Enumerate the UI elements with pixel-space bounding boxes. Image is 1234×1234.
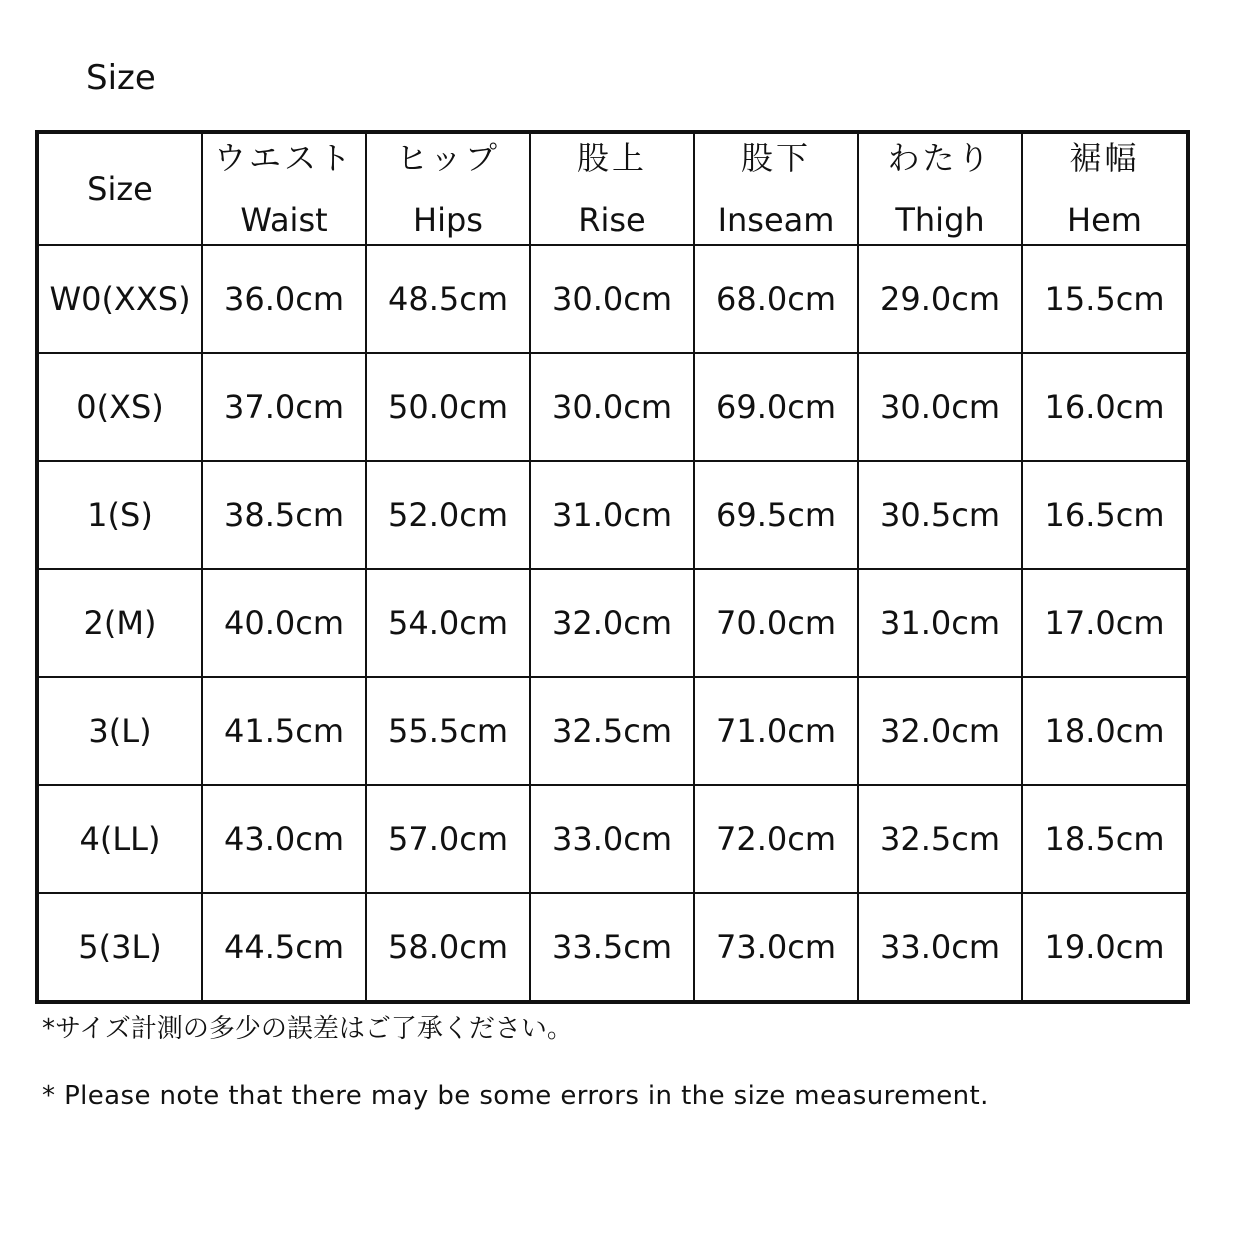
hips-cell: 48.5cm [366, 245, 530, 353]
size-cell: 5(3L) [37, 893, 202, 1002]
table-row [37, 461, 1188, 569]
table-row [37, 893, 1188, 1002]
rise-cell: 32.5cm [530, 677, 694, 785]
table-row [37, 569, 1188, 677]
hips-cell: 54.0cm [366, 569, 530, 677]
inseam-cell: 68.0cm [694, 245, 858, 353]
rise-cell: 31.0cm [530, 461, 694, 569]
waist-cell: 40.0cm [202, 569, 366, 677]
thigh-cell: 29.0cm [858, 245, 1022, 353]
measurement-note-en: * Please note that there may be some errors in the size measurement. [42, 1081, 989, 1111]
size-cell: 4(LL) [37, 785, 202, 893]
column-header-jp: ヒップ [395, 139, 501, 177]
column-header-waist [202, 132, 366, 245]
waist-cell: 38.5cm [202, 461, 366, 569]
table-header-row [37, 132, 1188, 245]
size-cell: 0(XS) [37, 353, 202, 461]
size-cell: 1(S) [37, 461, 202, 569]
inseam-cell: 71.0cm [694, 677, 858, 785]
size-cell: 3(L) [37, 677, 202, 785]
waist-cell: 37.0cm [202, 353, 366, 461]
size-cell: W0(XXS) [37, 245, 202, 353]
rise-cell: 30.0cm [530, 353, 694, 461]
page-title: Size [86, 58, 156, 98]
thigh-cell: 30.0cm [858, 353, 1022, 461]
table-row [37, 785, 1188, 893]
waist-cell: 41.5cm [202, 677, 366, 785]
rise-cell: 32.0cm [530, 569, 694, 677]
thigh-cell: 30.5cm [858, 461, 1022, 569]
column-header-en: Hem [1067, 201, 1142, 239]
column-header-jp: ウエスト [213, 139, 354, 177]
hips-cell: 58.0cm [366, 893, 530, 1002]
column-header-jp: 股上 [576, 139, 647, 177]
column-header-en: Thigh [895, 201, 985, 239]
hips-cell: 57.0cm [366, 785, 530, 893]
hem-cell: 17.0cm [1022, 569, 1188, 677]
hem-cell: 16.0cm [1022, 353, 1188, 461]
hem-cell: 16.5cm [1022, 461, 1188, 569]
waist-cell: 43.0cm [202, 785, 366, 893]
table-row [37, 677, 1188, 785]
inseam-cell: 72.0cm [694, 785, 858, 893]
column-header-hips [366, 132, 530, 245]
table-row [37, 353, 1188, 461]
thigh-cell: 33.0cm [858, 893, 1022, 1002]
table-row [37, 245, 1188, 353]
inseam-cell: 70.0cm [694, 569, 858, 677]
waist-cell: 36.0cm [202, 245, 366, 353]
rise-cell: 33.5cm [530, 893, 694, 1002]
hem-cell: 19.0cm [1022, 893, 1188, 1002]
hem-cell: 18.5cm [1022, 785, 1188, 893]
column-header-jp: わたり [887, 139, 993, 177]
column-header-jp: 股下 [740, 139, 811, 177]
hips-cell: 52.0cm [366, 461, 530, 569]
thigh-cell: 32.0cm [858, 677, 1022, 785]
rise-cell: 33.0cm [530, 785, 694, 893]
measurement-note-jp: *サイズ計測の多少の誤差はご了承ください。 [42, 1014, 573, 1044]
inseam-cell: 73.0cm [694, 893, 858, 1002]
rise-cell: 30.0cm [530, 245, 694, 353]
size-column-header: Size [37, 132, 202, 245]
column-header-en: Hips [413, 201, 483, 239]
column-header-jp: 裾幅 [1069, 139, 1140, 177]
column-header-inseam [694, 132, 858, 245]
size-table [35, 130, 1190, 1004]
column-header-en: Rise [578, 201, 646, 239]
inseam-cell: 69.5cm [694, 461, 858, 569]
hips-cell: 55.5cm [366, 677, 530, 785]
thigh-cell: 32.5cm [858, 785, 1022, 893]
hips-cell: 50.0cm [366, 353, 530, 461]
column-header-thigh [858, 132, 1022, 245]
hem-cell: 18.0cm [1022, 677, 1188, 785]
thigh-cell: 31.0cm [858, 569, 1022, 677]
column-header-en: Inseam [717, 201, 835, 239]
waist-cell: 44.5cm [202, 893, 366, 1002]
column-header-en: Waist [240, 201, 328, 239]
hem-cell: 15.5cm [1022, 245, 1188, 353]
inseam-cell: 69.0cm [694, 353, 858, 461]
size-cell: 2(M) [37, 569, 202, 677]
column-header-hem [1022, 132, 1188, 245]
column-header-rise [530, 132, 694, 245]
